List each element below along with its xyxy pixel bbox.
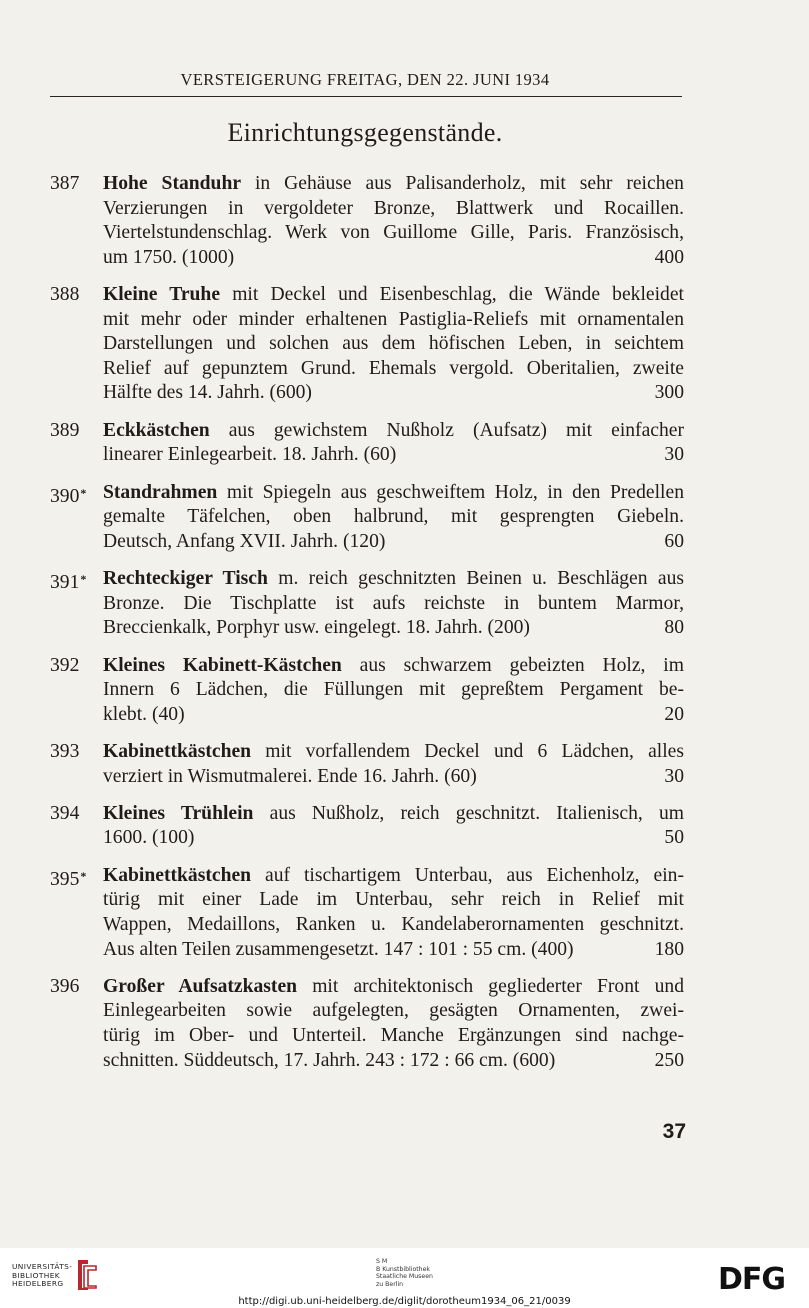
lot-title: Standrahmen xyxy=(103,481,218,503)
lot-title: Kleines Kabinett-Kästchen xyxy=(103,654,342,676)
lot-price: 30 xyxy=(664,765,684,787)
section-title: Einrichtungsgegenstände. xyxy=(227,118,503,147)
description-line xyxy=(103,703,684,728)
description-line xyxy=(103,678,684,703)
catalog-entry xyxy=(50,283,684,406)
description-line xyxy=(103,802,684,827)
line-text: Darstellungen und solchen aus dem höfischen Leben, in seichtem xyxy=(103,333,684,355)
description-line xyxy=(103,1024,684,1049)
description-line xyxy=(103,221,684,246)
line-text: mit mehr oder minder erhaltenen Pastiglia-Reliefs mit ornamentalen xyxy=(103,308,684,330)
description-line xyxy=(103,765,684,790)
description-line xyxy=(103,826,684,851)
lot-price: 300 xyxy=(654,382,684,404)
line-text: Verzierungen in vergoldeter Bronze, Blattwerk und Rocaillen. xyxy=(103,197,684,219)
catalog-entry xyxy=(50,172,684,270)
catalog-entry xyxy=(50,481,684,555)
lot-title: Kabinettkästchen xyxy=(103,864,252,886)
lot-title: Großer Aufsatzkasten xyxy=(103,975,298,997)
line-text: Hälfte des 14. Jahrh. (600) xyxy=(103,382,312,404)
catalog-entry xyxy=(50,864,684,962)
catalog-entry xyxy=(50,654,684,728)
lot-price: 80 xyxy=(664,617,684,639)
line-text: türig im Ober- und Unterteil. Manche Ergänzungen sind nachge- xyxy=(103,1025,684,1046)
line-text: auf tischartigem Unterbau, aus Eichenholz, ein- xyxy=(251,864,684,886)
lot-description xyxy=(103,283,684,406)
university-library-label[interactable]: UNIVERSITÄTS- BIBLIOTHEK HEIDELBERG xyxy=(12,1262,73,1289)
description-line xyxy=(103,567,684,592)
lot-star-marker: * xyxy=(80,572,87,587)
line-text: schnitten. Süddeutsch, 17. Jahrh. 243 : 172 : 66 cm. (600) xyxy=(103,1049,556,1071)
lot-price: 20 xyxy=(664,703,684,725)
description-line xyxy=(103,357,684,382)
lot-description xyxy=(103,567,684,641)
line-text: Viertelstundenschlag. Werk von Guillome Gille, Paris. Französisch, xyxy=(103,222,684,244)
lot-number: 391* xyxy=(50,572,87,594)
lot-description xyxy=(103,481,684,555)
catalog-entry xyxy=(50,975,684,1073)
source-url[interactable]: http://digi.ub.uni-heidelberg.de/diglit/dorotheum1934_06_21/0039 xyxy=(238,1296,571,1307)
lot-number: 390* xyxy=(50,485,87,507)
description-line xyxy=(103,381,684,406)
lot-number: 387 xyxy=(50,173,80,194)
university-logo-icon[interactable] xyxy=(74,1258,100,1292)
description-line xyxy=(103,283,684,308)
line-text: mit architektonisch gegliederter Front und xyxy=(297,975,684,997)
description-line xyxy=(103,443,684,468)
line-text: Deutsch, Anfang XVII. Jahrh. (120) xyxy=(103,530,386,552)
description-line xyxy=(103,505,684,530)
lot-price: 180 xyxy=(654,938,684,960)
header-rule xyxy=(50,96,682,97)
lot-number: 392 xyxy=(50,654,80,676)
lot-price: 50 xyxy=(664,827,684,849)
line-text: in Gehäuse aus Palisanderholz, mit sehr reichen xyxy=(241,173,684,194)
line-text: mit Deckel und Eisenbeschlag, die Wände bekleidet xyxy=(220,284,684,306)
lot-description xyxy=(103,864,684,962)
lot-title: Eckkästchen xyxy=(103,419,210,441)
description-line xyxy=(103,888,684,913)
lot-description xyxy=(103,740,684,789)
line-text: verziert in Wismutmalerei. Ende 16. Jahrh. (60) xyxy=(103,765,477,787)
line-text: 1600. (100) xyxy=(103,827,195,849)
lot-price: 30 xyxy=(664,444,684,466)
lot-description xyxy=(103,419,684,468)
line-text: Breccienkalk, Porphyr usw. eingelegt. 18. Jahrh. (200) xyxy=(103,617,530,639)
line-text: mit Spiegeln aus geschweiftem Holz, in den Predellen xyxy=(217,481,684,503)
lot-title: Kabinettkästchen xyxy=(103,741,252,762)
line-text: m. reich geschnitzten Beinen u. Beschlägen aus xyxy=(267,568,684,590)
lot-star-marker: * xyxy=(80,868,87,883)
line-text: Bronze. Die Tischplatte ist aufs reichste in buntem Marmor, xyxy=(103,592,684,614)
lot-number: 393 xyxy=(50,741,80,762)
lot-number: 388 xyxy=(50,284,80,306)
description-line xyxy=(103,999,684,1024)
line-text: klebt. (40) xyxy=(103,703,185,725)
lot-title: Rechteckiger Tisch xyxy=(103,568,268,590)
lot-number: 396 xyxy=(50,975,80,997)
line-text: linearer Einlegearbeit. 18. Jahrh. (60) xyxy=(103,444,397,466)
running-head: VERSTEIGERUNG FREITAG, DEN 22. JUNI 1934 xyxy=(180,70,550,89)
lot-star-marker: * xyxy=(80,485,87,500)
lot-price: 400 xyxy=(654,246,684,268)
page-number: 37 xyxy=(662,1120,686,1143)
line-text: Relief auf gepunztem Grund. Ehemals vergold. Oberitalien, zweite xyxy=(103,357,684,379)
catalog-entry xyxy=(50,567,684,641)
lot-description xyxy=(103,172,684,270)
lot-price: 60 xyxy=(664,530,684,552)
line-text: türig mit einer Lade im Unterbau, sehr reich in Relief mit xyxy=(103,889,684,911)
description-line xyxy=(103,197,684,222)
description-line xyxy=(103,419,684,444)
lot-description xyxy=(103,975,684,1073)
lot-title: Kleine Truhe xyxy=(103,284,221,306)
lot-title: Hohe Standuhr xyxy=(103,173,242,194)
lot-number: 395* xyxy=(50,868,87,890)
description-line xyxy=(103,740,684,765)
lot-description xyxy=(103,654,684,728)
description-line xyxy=(103,1049,684,1074)
catalog-entry xyxy=(50,740,684,789)
line-text: aus Nußholz, reich geschnitzt. Italienisch, um xyxy=(253,802,684,824)
line-text: Innern 6 Lädchen, die Füllungen mit gepreßtem Pergament be- xyxy=(103,679,684,701)
description-line xyxy=(103,308,684,333)
description-line xyxy=(103,654,684,679)
description-line xyxy=(103,938,684,963)
line-text: Aus alten Teilen zusammengesetzt. 147 : 101 : 55 cm. (400) xyxy=(103,938,574,960)
smb-kunstbibliothek-label[interactable]: S M B Kunstbibliothek Staatliche Museen zu Berlin xyxy=(376,1258,433,1288)
line-text: um 1750. (1000) xyxy=(103,246,235,268)
line-text: Wappen, Medaillons, Ranken u. Kandelaberornamenten geschnitzt. xyxy=(103,913,684,935)
line-text: aus gewichstem Nußholz (Aufsatz) mit einfacher xyxy=(209,419,684,441)
description-line xyxy=(103,172,684,197)
description-line xyxy=(103,913,684,938)
description-line xyxy=(103,332,684,357)
description-line xyxy=(103,616,684,641)
lot-description xyxy=(103,802,684,851)
lot-number: 394 xyxy=(50,802,80,824)
description-line xyxy=(103,592,684,617)
description-line xyxy=(103,864,684,889)
catalog-entry xyxy=(50,419,684,468)
catalog-entry xyxy=(50,802,684,851)
description-line xyxy=(103,975,684,1000)
description-line xyxy=(103,481,684,506)
description-line xyxy=(103,530,684,555)
line-text: aus schwarzem gebeizten Holz, im xyxy=(341,654,684,676)
entry-list xyxy=(50,172,684,1086)
lot-number: 389 xyxy=(50,419,80,441)
description-line xyxy=(103,246,684,271)
lot-price: 250 xyxy=(654,1049,684,1071)
dfg-logo[interactable]: DFG xyxy=(718,1262,786,1297)
line-text: mit vorfallendem Deckel und 6 Lädchen, alles xyxy=(251,741,684,762)
line-text: gemalte Täfelchen, oben halbrund, mit gesprengten Giebeln. xyxy=(103,506,684,528)
lot-title: Kleines Trühlein xyxy=(103,802,254,824)
line-text: Einlegearbeiten sowie aufgelegten, gesägten Ornamenten, zwei- xyxy=(103,1000,684,1022)
